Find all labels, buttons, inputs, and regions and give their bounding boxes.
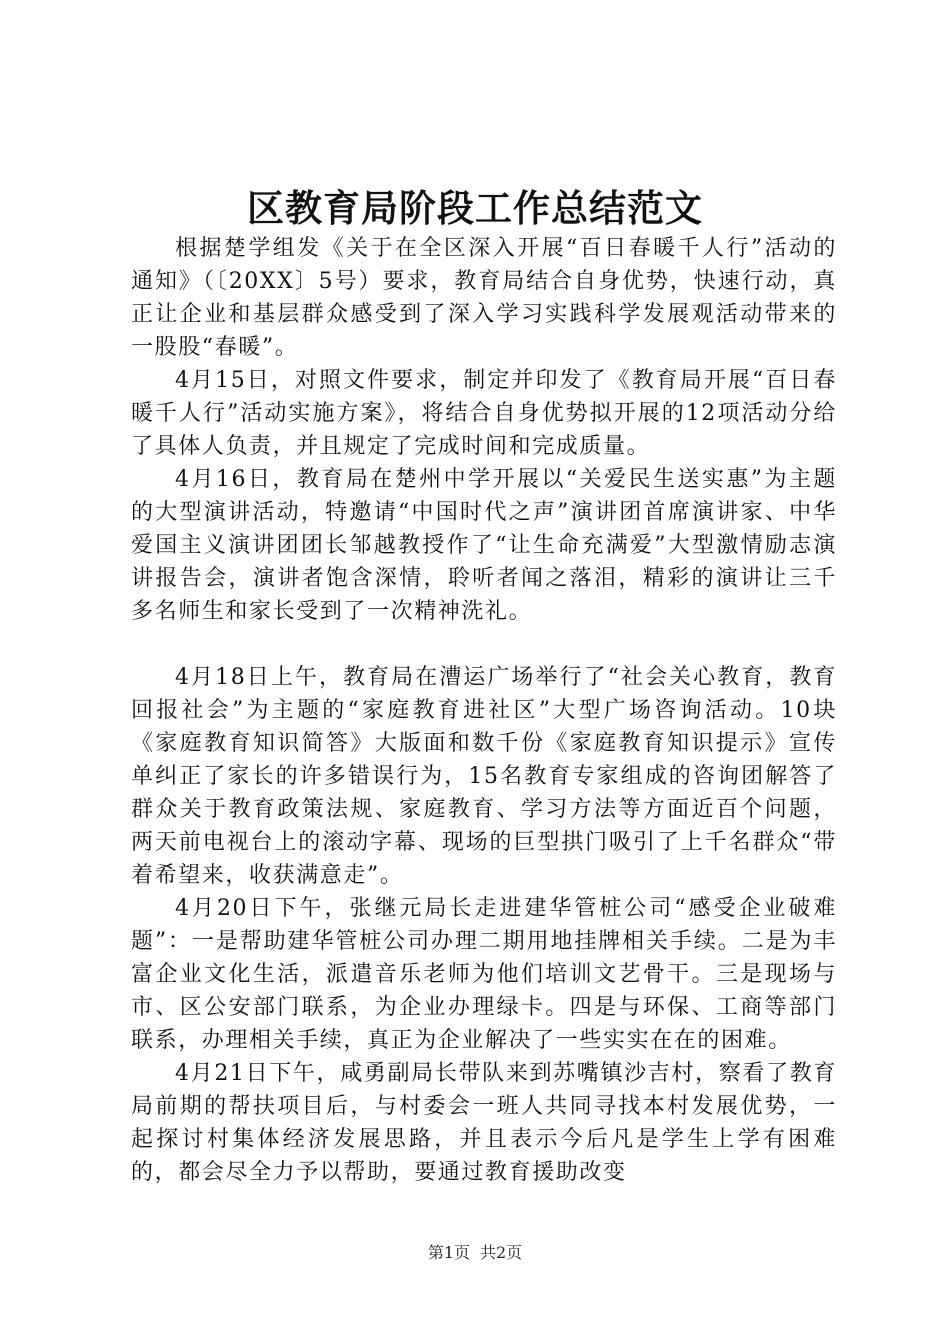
page-footer: [0, 1242, 950, 1264]
paragraph-apr-20: 4月20日下午，张继元局长走进建华管桩公司“感受企业破难题”：一是帮助建华管桩公司办理二期用地挂牌相关手续。二是为丰富企业文化生活，派遣音乐老师为他们培训文艺骨干。三是现场与市、区公安部门联系，为企业办理绿卡。四是与环保、工商等部门联系，办理相关手续，真正为企业解决了一些实实在在的困难。: [131, 896, 837, 1053]
paragraph-apr-16: 4月16日，教育局在楚州中学开展以“关爱民生送实惠”为主题的大型演讲活动，特邀请“中国时代之声”演讲团首席演讲家、中华爱国主义演讲团团长邹越教授作了“让生命充满爱”大型激情励志演讲报告会，演讲者饱含深情，聆听者闻之落泪，精彩的演讲让三千多名师生和家长受到了一次精神洗礼。: [131, 467, 837, 624]
page-number: 第1页: [427, 1243, 470, 1262]
document-title: 区教育局阶段工作总结范文: [247, 186, 703, 230]
paragraph-apr-21: 4月21日下午，咸勇副局长带队来到苏嘴镇沙吉村，察看了教育局前期的帮扶项目后，与村委会一班人共同寻找本村发展优势，一起探讨村集体经济发展思路，并且表示今后凡是学生上学有困难的，都会尽全力予以帮助，要通过教育援助改变: [131, 1061, 837, 1185]
document-body: [131, 232, 837, 1189]
paragraph-apr-15: 4月15日，对照文件要求，制定并印发了《教育局开展“百日春暖千人行”活动实施方案》，将结合自身优势拟开展的12项活动分给了具体人负责，并且规定了完成时间和完成质量。: [131, 368, 837, 459]
paragraph-apr-18: 4月18日上午，教育局在漕运广场举行了“社会关心教育，教育回报社会”为主题的“家庭教育进社区”大型广场咨询活动。10块《家庭教育知识简答》大版面和数千份《家庭教育知识提示》宣传单纠正了家长的许多错误行为，15名教育专家组成的咨询团解答了群众关于教育政策法规、家庭教育、学习方法等方面近百个问题，两天前电视台上的滚动字幕、现场的巨型拱门吸引了上千名群众“带着希望来，收获满意走”。: [131, 665, 837, 888]
paragraph-intro: 根据楚学组发《关于在全区深入开展“百日春暖千人行”活动的通知》（〔20XX〕5号）要求，教育局结合自身优势，快速行动，真正让企业和基层群众感受到了深入学习实践科学发展观活动带来的一股股“春暖”。: [131, 236, 837, 360]
page-total: 共2页: [480, 1243, 523, 1262]
